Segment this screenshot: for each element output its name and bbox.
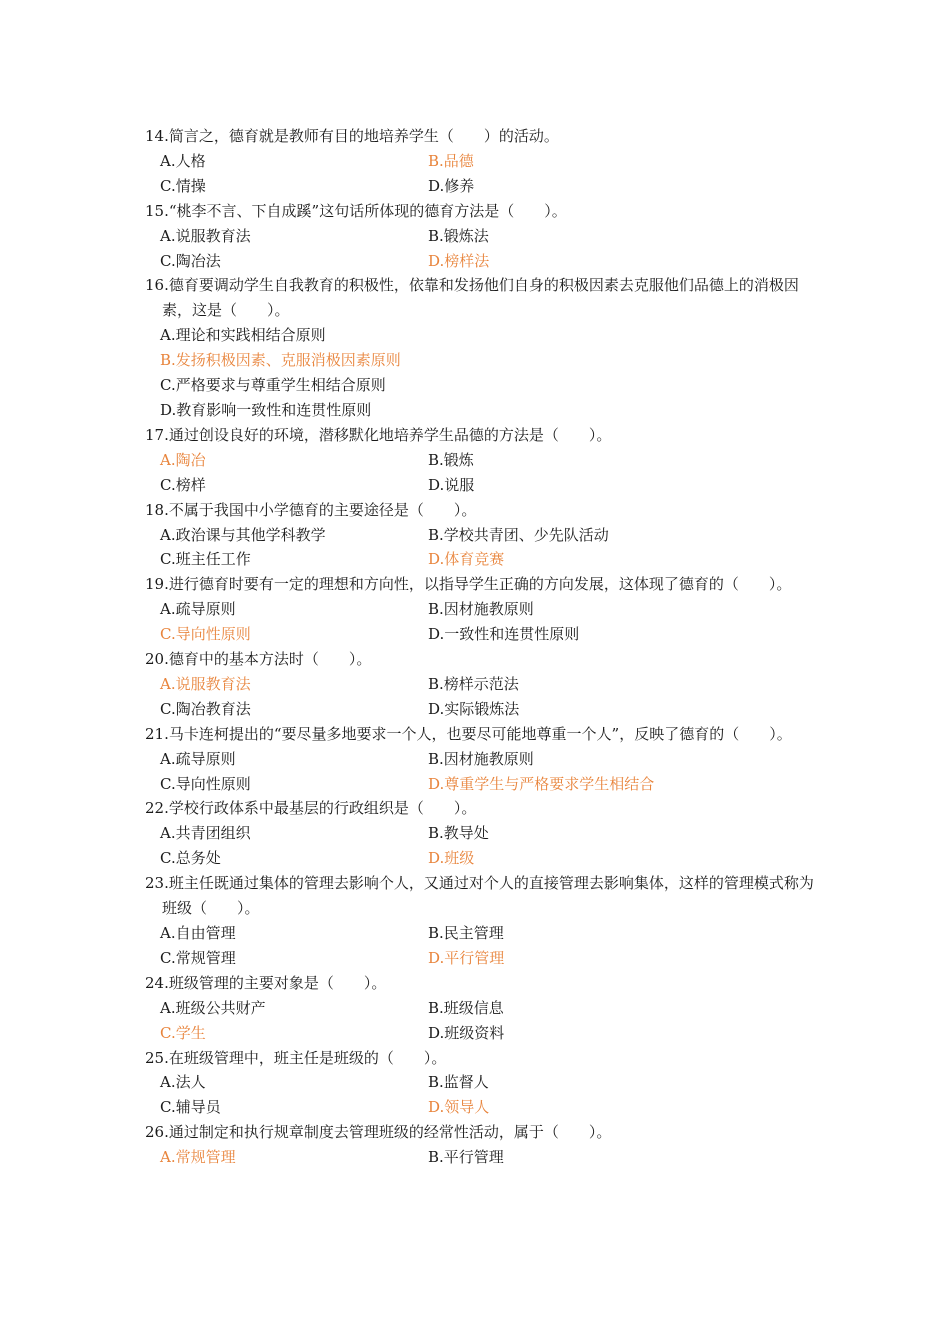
option: C.榜样 <box>160 475 206 494</box>
option: C.严格要求与尊重学生相结合原则 <box>160 376 386 395</box>
question-21 <box>145 722 815 797</box>
option-list <box>145 597 815 647</box>
option: B.教导处 <box>428 824 489 843</box>
question-stem: 20.德育中的基本方法时（ ）。 <box>145 650 372 669</box>
option: A.自由管理 <box>160 924 236 942</box>
answer-option: B.品德 <box>428 151 474 170</box>
option: D.教育影响一致性和连贯性原则 <box>160 400 372 419</box>
option-list <box>145 323 815 423</box>
option-list <box>145 224 815 274</box>
question-stem: 14.简言之，德育就是教师有目的地培养学生（ ）的活动。 <box>145 127 559 145</box>
option: B.民主管理 <box>428 924 504 942</box>
option-list <box>145 747 815 797</box>
answer-option: D.领导人 <box>428 1098 490 1117</box>
option: B.班级信息 <box>428 998 504 1017</box>
option-list <box>145 996 815 1046</box>
question-20 <box>145 647 815 722</box>
question-stem: 23.班主任既通过集体的管理去影响个人，又通过对个人的直接管理去影响集体，这样的管理模式称为班级（ ）。 <box>145 874 814 918</box>
question-stem: 26.通过制定和执行规章制度去管理班级的经常性活动，属于（ ）。 <box>145 1123 612 1142</box>
question-23 <box>145 871 815 971</box>
answer-option: A.常规管理 <box>160 1148 236 1167</box>
option: A.疏导原则 <box>160 600 236 619</box>
question-14 <box>145 124 815 199</box>
question-stem: 19.进行德育时要有一定的理想和方向性，以指导学生正确的方向发展，这体现了德育的（ ）。 <box>145 575 792 594</box>
answer-option: D.班级 <box>428 849 475 868</box>
question-18 <box>145 498 815 573</box>
option-list <box>145 921 815 971</box>
option: B.因材施教原则 <box>428 749 534 768</box>
question-19 <box>145 572 815 647</box>
option: C.总务处 <box>160 849 221 868</box>
answer-option: C.导向性原则 <box>160 625 251 644</box>
option: B.因材施教原则 <box>428 600 534 619</box>
option: A.理论和实践相结合原则 <box>160 326 326 345</box>
option: B.平行管理 <box>428 1148 504 1167</box>
option: C.常规管理 <box>160 948 236 967</box>
option: C.陶冶教育法 <box>160 699 251 718</box>
option: D.实际锻炼法 <box>428 699 520 718</box>
option-list <box>145 1070 815 1120</box>
option-list <box>145 672 815 722</box>
option: C.辅导员 <box>160 1098 221 1117</box>
question-22 <box>145 796 815 871</box>
answer-option: A.说服教育法 <box>160 674 251 693</box>
option: B.学校共青团、少先队活动 <box>428 525 609 544</box>
option: A.共青团组织 <box>160 824 251 843</box>
answer-option: A.陶冶 <box>160 450 206 469</box>
option: B.榜样示范法 <box>428 674 519 693</box>
question-stem: 24.班级管理的主要对象是（ ）。 <box>145 973 387 992</box>
answer-option: D.体育竞赛 <box>428 550 505 569</box>
option: D.一致性和连贯性原则 <box>428 625 580 644</box>
answer-option: B.发扬积极因素、克服消极因素原则 <box>160 351 401 370</box>
answer-option: D.平行管理 <box>428 948 505 967</box>
question-list <box>145 124 815 1170</box>
question-stem: 21.马卡连柯提出的“要尽量多地要求一个人，也要尽可能地尊重一个人”，反映了德育的（ ）。 <box>145 724 792 743</box>
question-25 <box>145 1046 815 1121</box>
option: C.班主任工作 <box>160 550 251 569</box>
question-stem: 25.在班级管理中，班主任是班级的（ ）。 <box>145 1048 447 1067</box>
answer-option: D.尊重学生与严格要求学生相结合 <box>428 774 655 793</box>
option-list <box>145 149 815 199</box>
question-16 <box>145 273 815 422</box>
option: A.说服教育法 <box>160 226 251 245</box>
option: A.法人 <box>160 1073 206 1092</box>
option: B.监督人 <box>428 1073 489 1092</box>
question-17 <box>145 423 815 498</box>
question-24 <box>145 971 815 1046</box>
option: B.锻炼 <box>428 450 474 469</box>
option: C.陶冶法 <box>160 251 221 270</box>
question-stem: 17.通过创设良好的环境，潜移默化地培养学生品德的方法是（ ）。 <box>145 425 612 444</box>
option: C.情操 <box>160 176 206 195</box>
question-stem: 15.“桃李不言、下自成蹊”这句话所体现的德育方法是（ ）。 <box>145 201 567 220</box>
option: D.班级资料 <box>428 1023 505 1042</box>
option: A.班级公共财产 <box>160 998 266 1017</box>
option-list <box>145 1145 815 1170</box>
question-stem: 16.德育要调动学生自我教育的积极性，依靠和发扬他们自身的积极因素去克服他们品德上的消极因素，这是（ ）。 <box>145 276 799 320</box>
answer-option: D.榜样法 <box>428 251 490 270</box>
option: C.导向性原则 <box>160 774 251 793</box>
option-list <box>145 448 815 498</box>
option: B.锻炼法 <box>428 226 489 245</box>
answer-option: C.学生 <box>160 1023 206 1042</box>
option: D.修养 <box>428 176 475 195</box>
question-15 <box>145 199 815 274</box>
option: A.疏导原则 <box>160 749 236 768</box>
option: D.说服 <box>428 475 475 494</box>
option-list <box>145 523 815 573</box>
option: A.人格 <box>160 151 206 170</box>
question-stem: 22.学校行政体系中最基层的行政组织是（ ）。 <box>145 799 477 818</box>
option: A.政治课与其他学科教学 <box>160 525 326 544</box>
option-list <box>145 821 815 871</box>
question-stem: 18.不属于我国中小学德育的主要途径是（ ）。 <box>145 500 477 519</box>
question-26 <box>145 1120 815 1170</box>
